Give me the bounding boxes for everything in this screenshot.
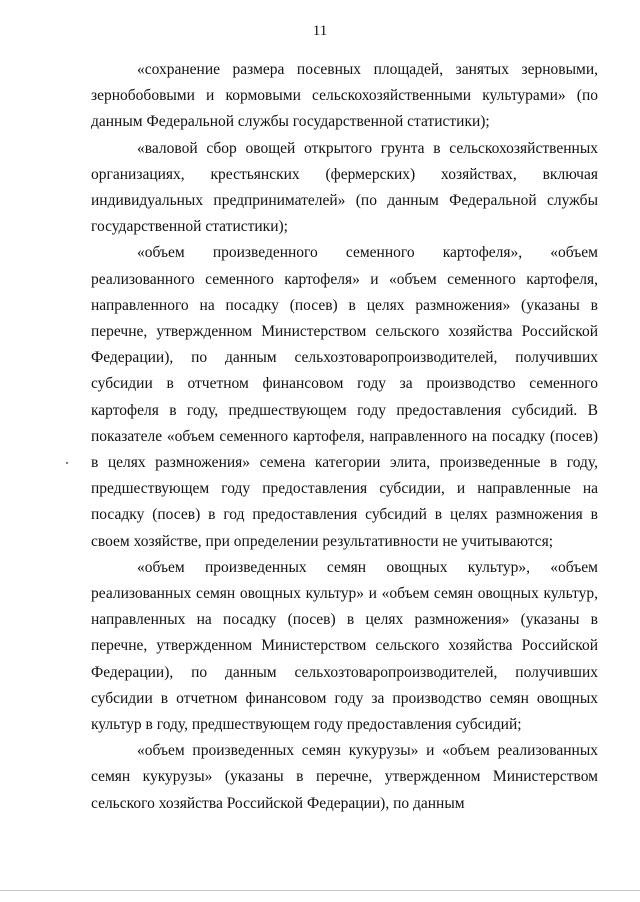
- paragraph: «валовой сбор овощей открытого грунта в сельскохозяйственных организациях, крестьянских (фермерских) хозяйствах, включая индивидуальных предпринимателей» (по данным Федеральной службы государственной статистики);: [91, 139, 598, 236]
- page-bottom-edge: [0, 890, 640, 891]
- scan-speck: [66, 462, 68, 464]
- paragraph: «объем произведенных семян кукурузы» и «объем реализованных семян кукурузы» (указаны в перечне, утвержденном Министерством сельского хозяйства Российской Федерации), по данным: [91, 742, 598, 812]
- document-body: [91, 57, 598, 817]
- page-number: 11: [312, 23, 328, 39]
- paragraph: «объем произведенного семенного картофеля», «объем реализованного семенного картофеля» и «объем семенного картофеля, направленного на посадку (посев) в целях размножения» (указаны в перечне, утвержденном Министерством сельского хозяйства Российской Федерации), по данным сельхозтоваропроизводителей, получивших субсидии в отчетном финансовом году за производство семенного картофеля в году, предшествующем году предоставления субсидий. В показателе «объем семенного картофеля, направленного на посадку (посев) в целях размножения» семена категории элита, произведенные в году, предшествующем году предоставления субсидии, и направленные на посадку (посев) в год предоставления субсидий в целях размножения в своем хозяйстве, при определении результативности не учитываются;: [91, 244, 598, 550]
- paragraph: «объем произведенных семян овощных культур», «объем реализованных семян овощных культур» и «объем семян овощных культур, направленных на посадку (посев) в целях размножения» (указаны в перечне, утвержденном Министерством сельского хозяйства Российской Федерации), по данным сельхозтоваропроизводителей, получивших субсидии в отчетном финансовом году за производство семян овощных культур в году, предшествующем году предоставления субсидий;: [91, 558, 598, 734]
- paragraph: «сохранение размера посевных площадей, занятых зерновыми, зернобобовыми и кормовыми сельскохозяйственными культурами» (по данным Федеральной службы государственной статистики);: [91, 61, 598, 131]
